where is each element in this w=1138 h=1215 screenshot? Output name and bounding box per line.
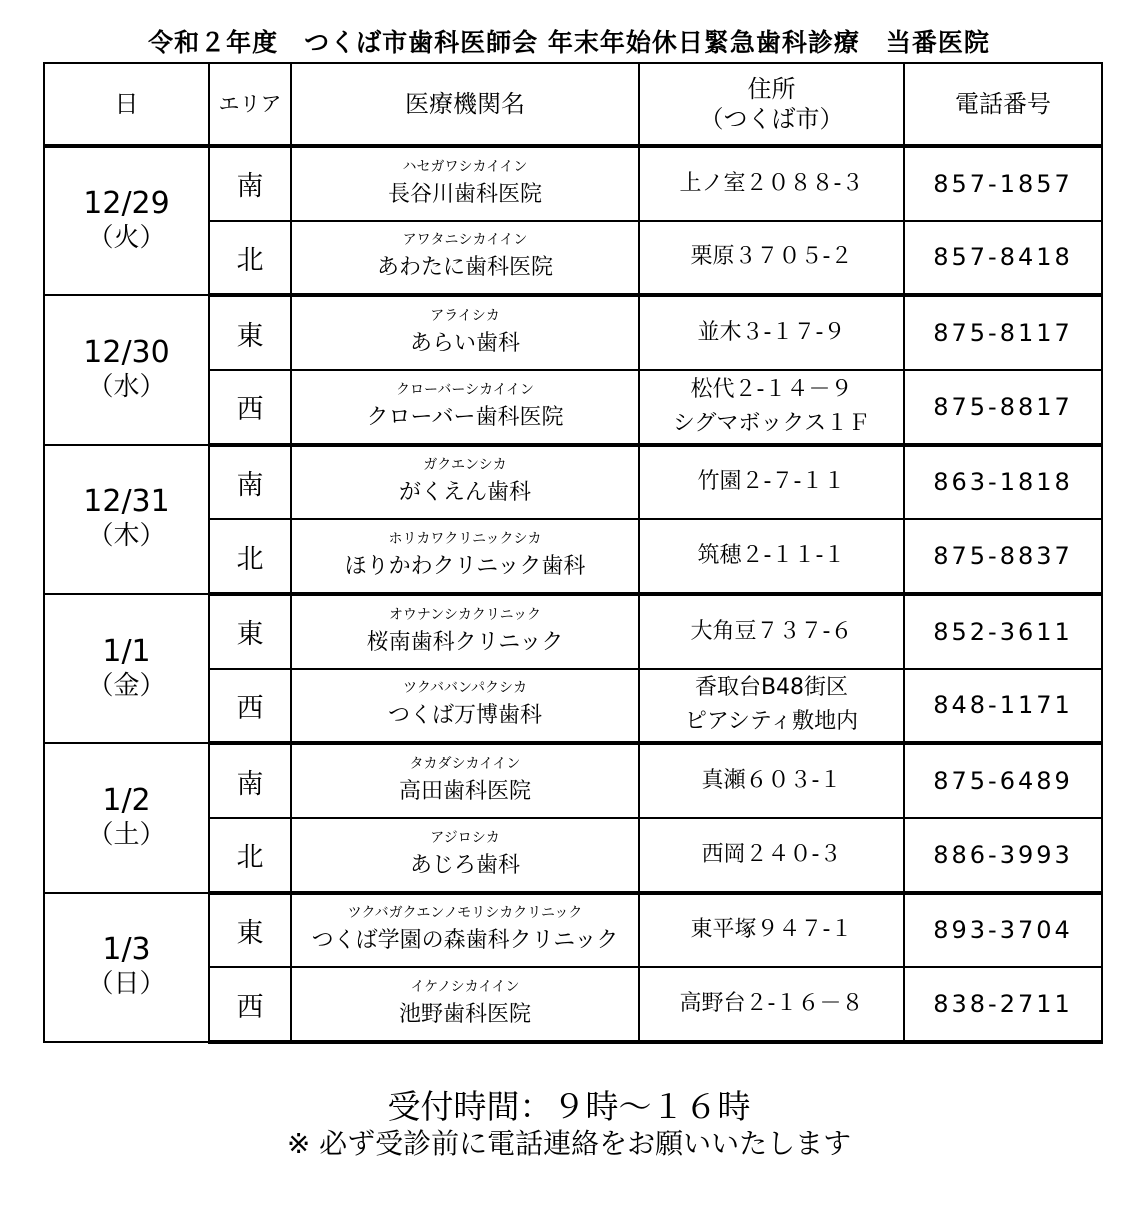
clinic-name: あじろ歯科	[409, 852, 520, 878]
clinic-cell	[291, 893, 639, 968]
clinic-name: ほりかわクリニック歯科	[344, 554, 586, 580]
clinic-name: 長谷川歯科医院	[387, 181, 542, 207]
address-cell	[639, 370, 904, 445]
clinic-cell	[291, 221, 639, 296]
clinic-kana: タカダシカイイン	[409, 756, 521, 773]
header-clinic: 医療機関名	[291, 63, 639, 146]
table-row	[44, 743, 1102, 818]
clinic-cell	[291, 669, 639, 744]
header-area: エリア	[209, 63, 291, 146]
clinic-cell	[291, 445, 639, 520]
clinic-cell	[291, 818, 639, 893]
day-cell	[44, 445, 209, 594]
address-line: ピアシティ敷地内	[684, 709, 859, 735]
day-of-week: （金）	[87, 670, 166, 701]
day-cell	[44, 295, 209, 444]
area-cell: 東	[209, 893, 291, 968]
address-line: 高野台２-１６－８	[679, 991, 864, 1017]
phone-cell: 886-3993	[904, 818, 1102, 893]
address-line: 東平塚９４７-１	[690, 917, 853, 943]
phone-cell: 838-2711	[904, 967, 1102, 1042]
area-cell: 西	[209, 370, 291, 445]
clinic-kana: アジロシカ	[430, 829, 500, 846]
address-line: 松代２-１４－９	[690, 376, 853, 402]
page-title: 令和２年度 つくば市歯科医師会 年末年始休日緊急歯科診療 当番医院	[148, 28, 990, 57]
address-cell	[639, 893, 904, 968]
schedule-table	[43, 62, 1103, 1044]
address-line: 香取台B48街区	[694, 675, 849, 701]
clinic-kana: オウナンシカクリニック	[388, 606, 542, 623]
day-of-week: （火）	[87, 223, 166, 254]
area-cell: 西	[209, 967, 291, 1042]
address-line: 大角豆７３７-６	[690, 618, 853, 644]
header-phone: 電話番号	[904, 63, 1102, 146]
table-row	[44, 594, 1102, 669]
clinic-kana: ハセガワシカイイン	[402, 158, 528, 175]
table-row	[44, 893, 1102, 968]
area-cell: 東	[209, 295, 291, 370]
phone-cell: 857-8418	[904, 221, 1102, 296]
day-cell	[44, 146, 209, 295]
address-cell	[639, 594, 904, 669]
table-row	[44, 445, 1102, 520]
clinic-cell	[291, 519, 639, 594]
address-line: 筑穂２-１１-１	[697, 543, 846, 569]
phone-cell: 875-8817	[904, 370, 1102, 445]
clinic-cell	[291, 594, 639, 669]
area-cell: 北	[209, 221, 291, 296]
clinic-cell	[291, 370, 639, 445]
day-date: 12/29	[83, 186, 170, 222]
day-of-week: （土）	[87, 819, 166, 850]
address-line: 西岡２４０-３	[701, 841, 842, 867]
clinic-kana: クローバーシカイイン	[396, 381, 534, 398]
call-ahead-note: ※ 必ず受診前に電話連絡をお願いいたします	[286, 1127, 852, 1160]
clinic-name: がくえん歯科	[398, 480, 531, 506]
address-cell	[639, 967, 904, 1042]
area-cell: 北	[209, 818, 291, 893]
day-date: 1/2	[102, 782, 151, 818]
address-cell	[639, 445, 904, 520]
address-cell	[639, 295, 904, 370]
phone-cell: 857-1857	[904, 146, 1102, 221]
clinic-kana: アワタニシカイイン	[402, 232, 528, 249]
day-of-week: （日）	[87, 969, 166, 1000]
header-address-line2: （つくば市）	[699, 105, 844, 133]
clinic-name: あらい歯科	[409, 331, 520, 357]
day-cell	[44, 594, 209, 743]
address-cell	[639, 818, 904, 893]
header-day: 日	[44, 63, 209, 146]
clinic-cell	[291, 967, 639, 1042]
clinic-name: 高田歯科医院	[398, 779, 531, 805]
clinic-name: つくば学園の森歯科クリニック	[311, 928, 619, 954]
clinic-cell	[291, 743, 639, 818]
address-cell	[639, 221, 904, 296]
clinic-kana: ツクバガクエンノモリシカクリニック	[347, 905, 583, 922]
address-line: シグマボックス１Ｆ	[672, 410, 871, 436]
day-cell	[44, 893, 209, 1042]
area-cell: 南	[209, 445, 291, 520]
area-cell: 南	[209, 743, 291, 818]
address-cell	[639, 669, 904, 744]
header-address-line1: 住所	[747, 75, 796, 103]
clinic-name: クローバー歯科医院	[366, 404, 564, 430]
clinic-kana: ホリカワクリニックシカ	[388, 531, 542, 548]
clinic-kana: イケノシカイイン	[410, 979, 520, 996]
clinic-name: あわたに歯科医院	[376, 255, 553, 281]
address-line: 竹園２-７-１１	[697, 469, 846, 495]
table-row	[44, 295, 1102, 370]
day-date: 12/30	[83, 334, 170, 370]
phone-cell: 875-8117	[904, 295, 1102, 370]
area-cell: 西	[209, 669, 291, 744]
day-cell	[44, 743, 209, 892]
phone-cell: 875-6489	[904, 743, 1102, 818]
area-cell: 南	[209, 146, 291, 221]
phone-cell: 893-3704	[904, 893, 1102, 968]
address-line: 並木３-１７-９	[697, 320, 846, 346]
day-of-week: （木）	[87, 521, 166, 552]
phone-cell: 863-1818	[904, 445, 1102, 520]
reception-hours: 受付時間：９時～１６時	[387, 1087, 751, 1126]
header-address	[639, 63, 904, 146]
day-date: 12/31	[83, 484, 170, 520]
day-date: 1/3	[102, 932, 151, 968]
clinic-name: 池野歯科医院	[398, 1002, 531, 1028]
address-cell	[639, 519, 904, 594]
phone-cell: 848-1171	[904, 669, 1102, 744]
address-line: 真瀬６０３-１	[701, 768, 842, 794]
address-line: 栗原３７０５-２	[690, 244, 853, 270]
clinic-cell	[291, 295, 639, 370]
day-of-week: （水）	[87, 371, 166, 402]
clinic-kana: ツクババンパクシカ	[402, 680, 528, 697]
clinic-kana: アライシカ	[430, 308, 500, 325]
clinic-name: 桜南歯科クリニック	[366, 629, 564, 655]
table-row	[44, 146, 1102, 221]
clinic-kana: ガクエンシカ	[423, 457, 507, 474]
address-cell	[639, 743, 904, 818]
address-cell	[639, 146, 904, 221]
area-cell: 東	[209, 594, 291, 669]
clinic-cell	[291, 146, 639, 221]
table-header-row	[44, 63, 1102, 146]
day-date: 1/1	[102, 633, 151, 669]
address-line: 上ノ室２０８８-３	[679, 170, 864, 196]
phone-cell: 852-3611	[904, 594, 1102, 669]
area-cell: 北	[209, 519, 291, 594]
clinic-name: つくば万博歯科	[387, 703, 542, 729]
phone-cell: 875-8837	[904, 519, 1102, 594]
